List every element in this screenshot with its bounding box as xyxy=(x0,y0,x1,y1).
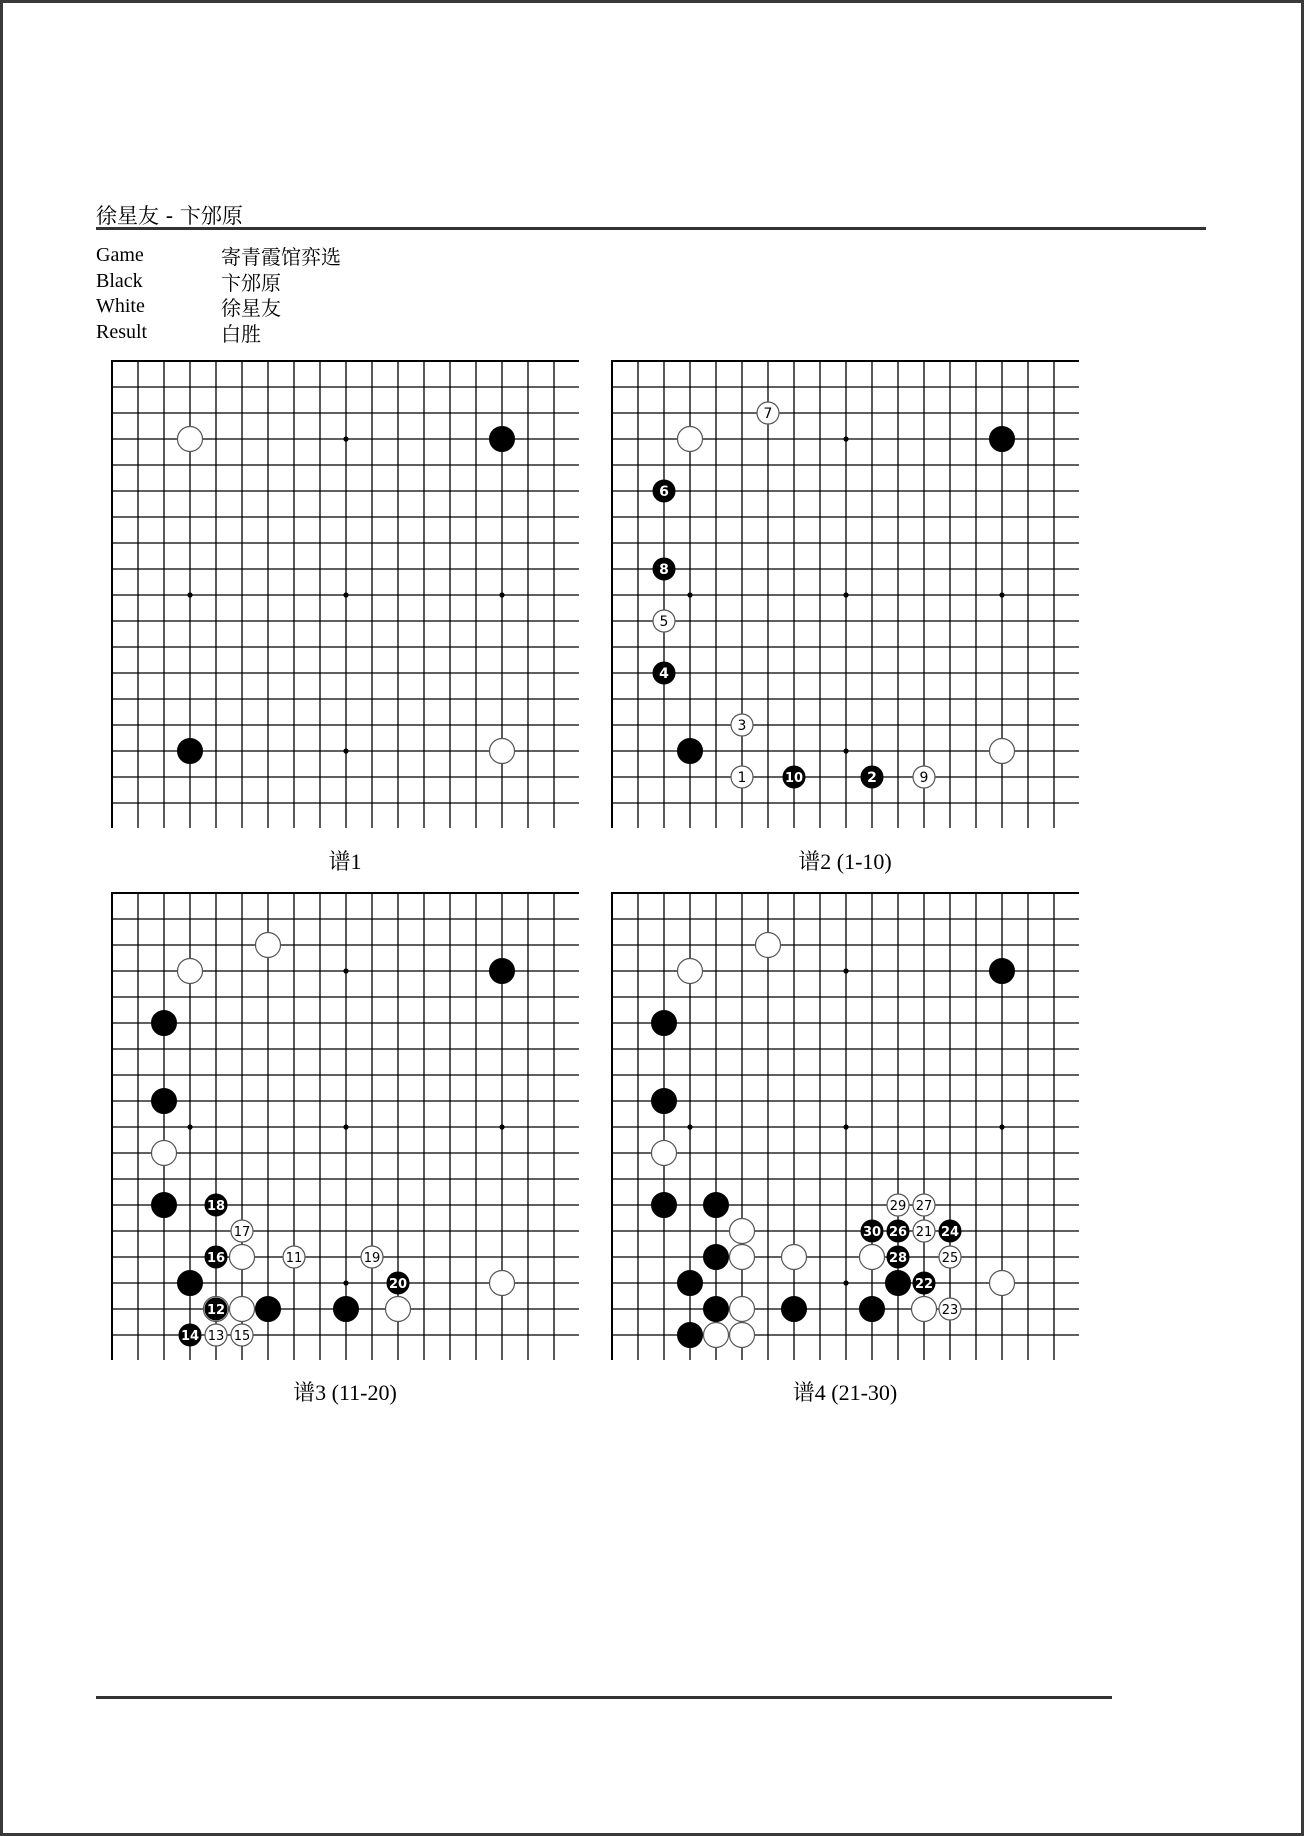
black-stone xyxy=(152,1089,177,1114)
move-number: 3 xyxy=(737,718,747,734)
white-stone xyxy=(230,1297,255,1322)
move-number: 23 xyxy=(941,1303,959,1318)
black-stone xyxy=(205,1246,227,1268)
black-stone xyxy=(886,1271,911,1296)
white-stone xyxy=(152,1141,177,1166)
white-stone xyxy=(231,1324,253,1346)
go-board-diagram-2 xyxy=(611,360,1079,828)
black-stone xyxy=(678,1323,703,1348)
move-number: 9 xyxy=(919,770,929,786)
move-number: 10 xyxy=(784,771,804,786)
move-number: 1 xyxy=(737,770,747,786)
move-number: 22 xyxy=(914,1277,934,1292)
diagram-caption: 谱1 xyxy=(328,849,362,874)
game-info xyxy=(96,243,341,345)
star-point xyxy=(499,1124,504,1129)
star-point xyxy=(687,1124,692,1129)
white-stone xyxy=(990,739,1015,764)
diagram-caption: 谱2 (1-10) xyxy=(798,849,892,874)
black-stone xyxy=(653,480,675,502)
white-stone xyxy=(652,1141,677,1166)
black-stone xyxy=(178,1271,203,1296)
white-stone xyxy=(913,766,935,788)
star-point xyxy=(999,592,1004,597)
white-stone xyxy=(256,933,281,958)
title-rule xyxy=(96,227,1206,230)
move-number: 24 xyxy=(940,1225,960,1240)
board-svg xyxy=(611,360,1079,828)
star-point xyxy=(843,436,848,441)
star-point xyxy=(843,748,848,753)
move-number: 13 xyxy=(207,1329,225,1344)
move-number: 30 xyxy=(862,1225,882,1240)
move-number: 16 xyxy=(206,1251,226,1266)
black-stone xyxy=(990,959,1015,984)
board-svg xyxy=(611,892,1079,1360)
black-stone xyxy=(652,1089,677,1114)
star-point xyxy=(343,968,348,973)
black-stone xyxy=(678,739,703,764)
footer-rule xyxy=(96,1696,1112,1699)
black-stone xyxy=(152,1011,177,1036)
white-stone xyxy=(361,1246,383,1268)
info-label: White xyxy=(96,295,145,318)
move-number: 19 xyxy=(363,1251,381,1266)
info-label: Black xyxy=(96,269,143,292)
move-number: 21 xyxy=(915,1225,933,1240)
diagram-caption: 谱4 (21-30) xyxy=(792,1380,898,1405)
move-number: 27 xyxy=(915,1199,933,1214)
info-value: 徐星友 xyxy=(221,296,281,321)
move-number: 8 xyxy=(659,562,669,578)
move-number: 2 xyxy=(867,770,877,786)
move-number: 12 xyxy=(206,1303,226,1318)
black-stone xyxy=(887,1246,909,1268)
white-stone xyxy=(939,1246,961,1268)
star-point xyxy=(843,1280,848,1285)
game-title: 徐星友 - 卞邠原 xyxy=(96,204,243,228)
star-point xyxy=(687,592,692,597)
white-stone xyxy=(230,1245,255,1270)
go-board-diagram-4 xyxy=(611,892,1079,1360)
black-stone xyxy=(783,766,805,788)
star-point xyxy=(843,1124,848,1129)
white-stone xyxy=(283,1246,305,1268)
diagram-caption: 谱3 (11-20) xyxy=(293,1380,397,1405)
move-number: 4 xyxy=(659,666,669,682)
black-stone xyxy=(653,558,675,580)
white-stone xyxy=(730,1323,755,1348)
black-stone xyxy=(152,1193,177,1218)
black-stone xyxy=(652,1193,677,1218)
move-number: 7 xyxy=(763,406,773,422)
white-stone xyxy=(730,1297,755,1322)
info-value: 白胜 xyxy=(221,321,261,346)
info-row-black xyxy=(96,269,341,295)
black-stone xyxy=(782,1297,807,1322)
black-stone xyxy=(678,1271,703,1296)
black-stone xyxy=(652,1011,677,1036)
info-value: 卞邠原 xyxy=(221,270,281,295)
white-stone xyxy=(860,1245,885,1270)
white-stone xyxy=(782,1245,807,1270)
star-point xyxy=(843,592,848,597)
go-board-diagram-1 xyxy=(111,360,579,828)
black-stone xyxy=(861,1220,883,1242)
white-stone xyxy=(678,959,703,984)
board-svg xyxy=(111,892,579,1360)
white-stone xyxy=(178,427,203,452)
move-number: 18 xyxy=(206,1199,226,1214)
white-stone xyxy=(990,1271,1015,1296)
go-board-diagram-3 xyxy=(111,892,579,1360)
black-stone xyxy=(205,1298,227,1320)
white-stone xyxy=(912,1297,937,1322)
move-number: 5 xyxy=(659,614,669,630)
black-stone xyxy=(861,766,883,788)
white-stone xyxy=(913,1194,935,1216)
black-stone xyxy=(205,1194,227,1216)
white-stone xyxy=(178,959,203,984)
move-number: 26 xyxy=(888,1225,908,1240)
white-stone xyxy=(730,1245,755,1270)
black-stone xyxy=(490,427,515,452)
move-number: 29 xyxy=(889,1199,907,1214)
white-stone xyxy=(231,1220,253,1242)
star-point xyxy=(187,1124,192,1129)
black-stone xyxy=(704,1193,729,1218)
white-stone xyxy=(386,1297,411,1322)
black-stone xyxy=(990,427,1015,452)
white-stone xyxy=(756,933,781,958)
info-label: Game xyxy=(96,244,144,267)
star-point xyxy=(343,748,348,753)
black-stone xyxy=(704,1245,729,1270)
black-stone xyxy=(939,1220,961,1242)
move-number: 25 xyxy=(941,1251,959,1266)
white-stone xyxy=(205,1324,227,1346)
info-label: Result xyxy=(96,320,148,343)
move-number: 14 xyxy=(180,1329,200,1344)
move-number: 20 xyxy=(388,1277,408,1292)
black-stone xyxy=(490,959,515,984)
star-point xyxy=(343,1124,348,1129)
star-point xyxy=(999,1124,1004,1129)
move-number: 17 xyxy=(233,1225,251,1240)
board-svg xyxy=(111,360,579,828)
white-stone xyxy=(490,739,515,764)
black-stone xyxy=(334,1297,359,1322)
star-point xyxy=(843,968,848,973)
info-row-game xyxy=(96,243,341,269)
star-point xyxy=(343,592,348,597)
black-stone xyxy=(387,1272,409,1294)
black-stone xyxy=(256,1297,281,1322)
white-stone xyxy=(730,1219,755,1244)
black-stone xyxy=(913,1272,935,1294)
white-stone xyxy=(757,402,779,424)
white-stone xyxy=(704,1323,729,1348)
black-stone xyxy=(178,739,203,764)
white-stone xyxy=(731,766,753,788)
black-stone xyxy=(860,1297,885,1322)
move-number: 6 xyxy=(659,484,669,500)
info-row-result xyxy=(96,320,341,346)
white-stone xyxy=(913,1220,935,1242)
black-stone xyxy=(653,662,675,684)
white-stone xyxy=(887,1194,909,1216)
white-stone xyxy=(731,714,753,736)
star-point xyxy=(343,1280,348,1285)
white-stone xyxy=(490,1271,515,1296)
white-stone xyxy=(678,427,703,452)
white-stone xyxy=(939,1298,961,1320)
black-stone xyxy=(887,1220,909,1242)
star-point xyxy=(499,592,504,597)
black-stone xyxy=(179,1324,201,1346)
star-point xyxy=(343,436,348,441)
info-row-white xyxy=(96,294,341,320)
black-stone xyxy=(704,1297,729,1322)
white-stone xyxy=(653,610,675,632)
move-number: 11 xyxy=(285,1251,303,1266)
info-value: 寄青霞馆弈选 xyxy=(221,245,341,270)
move-number: 28 xyxy=(888,1251,908,1266)
move-number: 15 xyxy=(233,1329,251,1344)
star-point xyxy=(187,592,192,597)
